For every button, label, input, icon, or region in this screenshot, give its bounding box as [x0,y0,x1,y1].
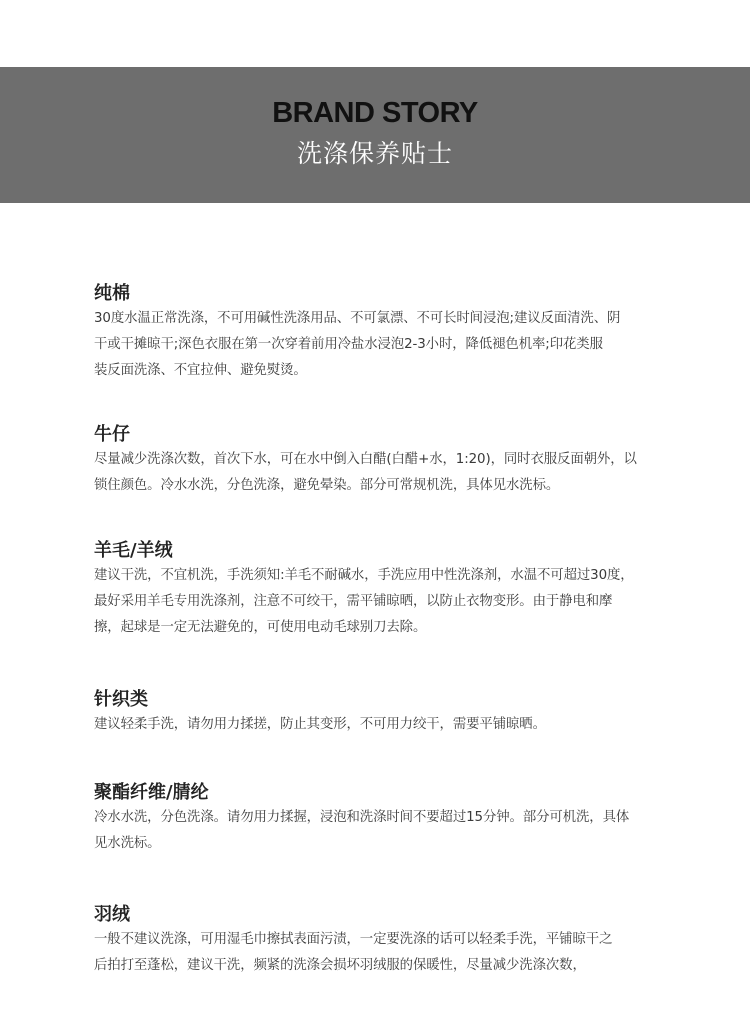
section-title: 纯棉 [94,283,130,304]
care-section-knitwear [94,689,664,738]
section-title: 牛仔 [94,424,130,445]
section-body: 30度水温正常洗涤，不可用碱性洗涤用品、不可氯漂、不可长时间浸泡;建议反面清洗、阴 干或干摊晾干;深色衣服在第一次穿着前用冷盐水浸泡2-3小时，降低褪色机率;印花类服 装反面洗涤、不宜拉伸、避免熨烫。 [94,311,621,378]
care-section-wool-cashmere [94,540,664,641]
banner-title: BRAND STORY [272,97,478,129]
care-section-polyester-acrylic [94,782,664,857]
care-section-cotton [94,283,664,384]
section-body: 冷水水洗，分色洗涤。请勿用力揉握，浸泡和洗涤时间不要超过15分钟。部分可机洗，具体 见水洗标。 [94,810,630,851]
brand-story-banner [0,67,750,203]
section-body: 建议干洗，不宜机洗，手洗须知:羊毛不耐碱水，手洗应用中性洗涤剂，水温不可超过30度， 最好采用羊毛专用洗涤剂，注意不可绞干，需平铺晾晒，以防止衣物变形。由于静电和摩 擦，起球是一定无法避免的，可使用电动毛球别刀去除。 [94,568,634,635]
section-title: 羽绒 [94,904,130,925]
section-body: 尽量减少洗涤次数，首次下水，可在水中倒入白醋(白醋+水，1:20)，同时衣服反面朝外，以 锁住颜色。冷水水洗，分色洗涤，避免晕染。部分可常规机洗，具体见水洗标。 [94,452,637,493]
section-body: 一般不建议洗涤，可用湿毛巾擦拭表面污渍，一定要洗涤的话可以轻柔手洗，平铺晾干之 后拍打至蓬松，建议干洗，频紧的洗涤会损坏羽绒服的保暖性，尽量减少洗涤次数， [94,932,613,973]
section-title: 聚酯纤维/腈纶 [94,782,209,803]
care-section-down [94,904,664,979]
section-title: 针织类 [94,689,148,710]
section-body: 建议轻柔手洗，请勿用力揉搓，防止其变形，不可用力绞干，需要平铺晾晒。 [94,717,546,732]
banner-subtitle: 洗涤保养贴士 [296,139,453,168]
section-title: 羊毛/羊绒 [94,540,173,561]
care-section-denim [94,424,664,499]
